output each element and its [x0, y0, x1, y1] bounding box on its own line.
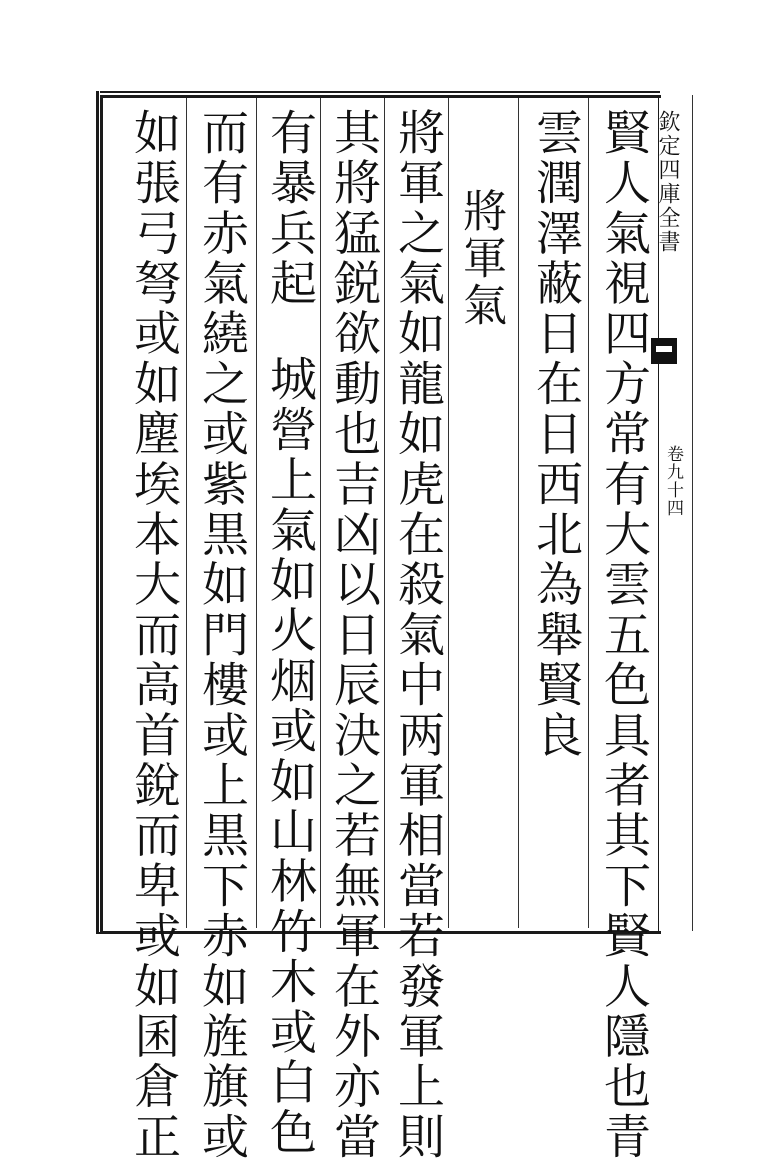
- column-rule: [256, 98, 257, 928]
- column-rule: [186, 98, 187, 928]
- column-rule: [518, 98, 519, 928]
- text-column-6-part-b: 城營上氣如火烟或如山林竹木或白色: [262, 354, 317, 1159]
- column-rule: [320, 98, 321, 928]
- section-heading: 將軍氣: [455, 188, 506, 329]
- text-column-5: 其將猛鋭欲動也吉凶以日辰決之若無軍在外亦當: [326, 108, 381, 1162]
- outer-border-top: [100, 91, 660, 93]
- text-column-4: 將軍之氣如龍如虎在殺氣中两軍相當若發軍上則: [390, 108, 445, 1162]
- book-title: 欽定四庫全書: [655, 110, 680, 254]
- fishtail-notch-icon: [656, 346, 672, 352]
- column-rule: [448, 98, 449, 928]
- outer-border-left: [96, 91, 99, 932]
- text-column-6-part-a: 有暴兵起: [262, 108, 317, 309]
- volume-label: 卷九十四: [663, 445, 683, 517]
- text-column-1: 賢人氣視四方常有大雲五色具者其下賢人隱也青: [596, 108, 651, 1162]
- text-column-7: 而有赤氣繞之或紫黒如門樓或上黒下赤如旌旗或: [194, 108, 249, 1162]
- text-column-2: 雲潤澤蔽日在日西北為舉賢良: [528, 108, 583, 761]
- column-rule: [588, 98, 589, 928]
- column-rule: [384, 98, 385, 928]
- text-column-8: 如張弓弩或如塵埃本大而高首銳而卑或如囷倉正: [126, 108, 181, 1162]
- text-column-6: [262, 108, 317, 1159]
